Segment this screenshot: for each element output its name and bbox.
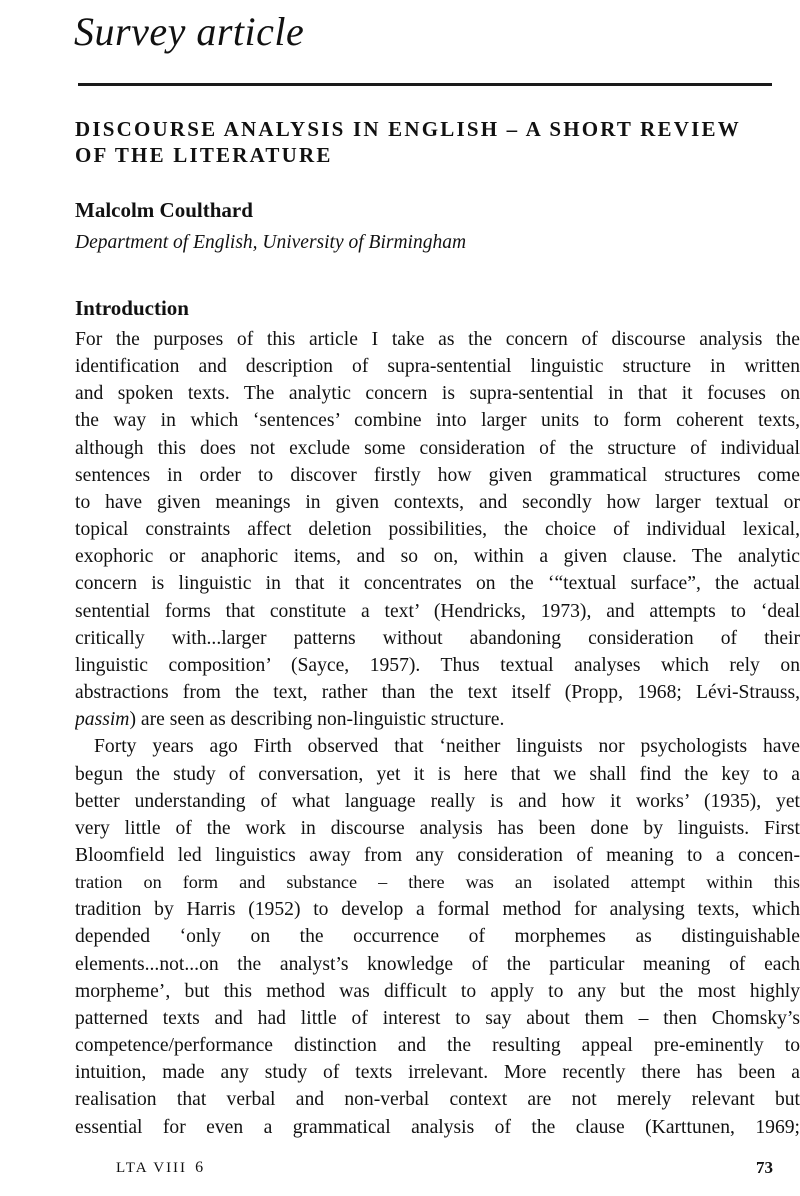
- author-name: Malcolm Coulthard: [75, 198, 253, 222]
- text-line: abstractions from the text, rather than the text itself (Propp, 1968; Lévi-Strauss,: [75, 682, 800, 704]
- article-body: [75, 326, 800, 1141]
- journal-name: LTA VIII: [116, 1160, 188, 1176]
- text-line: sentential forms that constitute a text’ (Hendricks, 1973), and attempts to ‘deal: [75, 600, 800, 622]
- text-line: and spoken texts. The analytic concern is supra-sentential in that it focuses on: [75, 383, 800, 405]
- paragraph-2: [75, 733, 800, 1140]
- text-line: begun the study of conversation, yet it is here that we shall find the key to a: [75, 763, 800, 785]
- section-heading: Introduction: [75, 296, 189, 320]
- text-line: essential for even a grammatical analysis of the clause (Karttunen, 1969;: [75, 1116, 800, 1138]
- text-line: Forty years ago Firth observed that ‘neither linguists nor psychologists have: [94, 736, 800, 758]
- text-line: topical constraints affect deletion possibilities, the choice of individual lexical,: [75, 519, 800, 541]
- text-line: tradition by Harris (1952) to develop a formal method for analysing texts, which: [75, 899, 800, 921]
- text-line: linguistic composition’ (Sayce, 1957). Thus textual analyses which rely on: [75, 654, 800, 676]
- text-line: elements...not...on the analyst’s knowledge of the particular meaning of each: [75, 953, 800, 975]
- text-line: to have given meanings in given contexts, and secondly how larger textual or: [75, 491, 800, 513]
- paragraph-1: [75, 326, 800, 733]
- text-line: better understanding of what language really is and how it works’ (1935), yet: [75, 790, 800, 812]
- text-line: [75, 706, 800, 733]
- text-line: concern is linguistic in that it concentrates on the ‘“textual surface”, the actual: [75, 573, 800, 595]
- article-title-line-1: DISCOURSE ANALYSIS IN ENGLISH – A SHORT REVIEW: [75, 117, 741, 141]
- article-title-line-2: OF THE LITERATURE: [75, 143, 333, 167]
- author-affiliation: Department of English, University of Birmingham: [75, 232, 467, 253]
- text-line: morpheme’, but this method was difficult to apply to any but the most highly: [75, 980, 800, 1002]
- text-line: depended ‘only on the occurrence of morphemes as distinguishable: [75, 926, 800, 948]
- text-line: identification and description of supra-sentential linguistic structure in written: [75, 356, 800, 378]
- text-line: competence/performance distinction and the resulting appeal pre-eminently to: [75, 1035, 800, 1057]
- text-line: patterned texts and had little of interest to say about them – then Chomsky’s: [75, 1007, 800, 1029]
- article-title: [75, 116, 795, 168]
- page-number: 73: [756, 1158, 773, 1177]
- text-line: although this does not exclude some consideration of the structure of individual: [75, 437, 800, 459]
- italic-term: passim: [75, 709, 130, 731]
- text-line: tration on form and substance – there was an isolated attempt within this: [75, 872, 800, 893]
- text-fragment: ) are seen as describing non-linguistic structure.: [129, 709, 505, 731]
- header-rule: [78, 83, 772, 86]
- text-line: the way in which ‘sentences’ combine into larger units to form coherent texts,: [75, 410, 800, 432]
- journal-issue: 6: [195, 1159, 204, 1176]
- text-line: realisation that verbal and non-verbal context are not merely relevant but: [75, 1089, 800, 1111]
- text-line: critically with...larger patterns without abandoning consideration of their: [75, 627, 800, 649]
- text-line: exophoric or anaphoric items, and so on, within a given clause. The analytic: [75, 546, 800, 568]
- journal-footer: [116, 1158, 203, 1178]
- text-line: sentences in order to discover firstly how given grammatical structures come: [75, 464, 800, 486]
- text-line: very little of the work in discourse analysis has been done by linguists. First: [75, 817, 800, 839]
- text-line: For the purposes of this article I take as the concern of discourse analysis the: [75, 329, 800, 350]
- text-line: intuition, made any study of texts irrelevant. More recently there has been a: [75, 1062, 800, 1084]
- text-line: Bloomfield led linguistics away from any consideration of meaning to a concen-: [75, 844, 800, 866]
- section-label: Survey article: [74, 9, 305, 54]
